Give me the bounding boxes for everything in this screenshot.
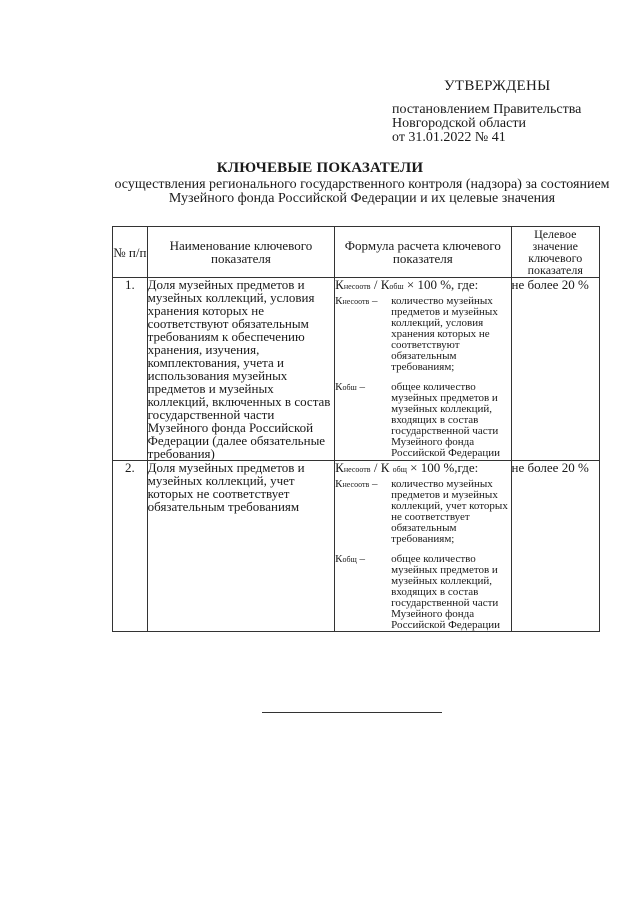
formula-definition xyxy=(335,382,510,459)
indicator-formula xyxy=(335,278,511,461)
indicators-table xyxy=(112,226,600,632)
formula-definition xyxy=(335,479,510,545)
definition-text: общее количество музейных предметов и музейных коллекций, входящих в состав государственной части Музейного фонда Российской Федерации xyxy=(391,553,501,631)
indicator-formula xyxy=(335,461,511,632)
header-formula: Формула расчета ключевого показателя xyxy=(335,227,511,278)
definition-text: общее количество музейных предметов и музейных коллекций, входящих в состав государственной части Музейного фонда Российской Федерации xyxy=(391,381,501,459)
formula-definition xyxy=(335,554,510,631)
definition-term: Кнесоотв – xyxy=(335,295,378,307)
formula-sep: / К xyxy=(370,460,393,475)
formula-k1: К xyxy=(335,277,344,292)
formula-k1-sub: несоотв xyxy=(343,282,371,291)
formula-k1-sub: несоотв xyxy=(343,465,371,474)
row-number: 1. xyxy=(113,278,148,461)
indicator-target: не более 20 % xyxy=(511,278,600,461)
approval-line-1: постановлением Правительства xyxy=(392,102,582,117)
formula-definition xyxy=(335,296,510,373)
formula-tail: × 100 %,где: xyxy=(406,460,479,475)
indicator-name: Доля музейных предметов и музейных коллекций, учет которых не соответствует обязательным требованиям xyxy=(147,461,335,632)
table-row xyxy=(113,278,600,461)
definition-text: количество музейных предметов и музейных коллекций, учет которых не соответствует обязательным требованиям; xyxy=(391,478,508,545)
document-title: КЛЮЧЕВЫЕ ПОКАЗАТЕЛИ xyxy=(216,160,424,176)
row-number: 2. xyxy=(113,461,148,632)
end-divider xyxy=(262,712,442,713)
definition-term: Кобщ – xyxy=(335,553,365,565)
formula-expression xyxy=(335,461,510,477)
header-name: Наименование ключевого показателя xyxy=(147,227,335,278)
formula-k1: К xyxy=(335,460,344,475)
header-target: Целевое значение ключевого показателя xyxy=(511,227,600,278)
approval-title: УТВЕРЖДЕНЫ xyxy=(444,78,551,94)
approval-block xyxy=(392,78,622,145)
indicator-target: не более 20 % xyxy=(511,461,600,632)
formula-sep: / К xyxy=(370,277,390,292)
document-subtitle: осуществления регионального государственного контроля (надзора) за состоянием Музейного фонда Российской Федерации и их целевые значения xyxy=(114,177,610,206)
table-row xyxy=(113,461,600,632)
approval-line-2: Новгородской области xyxy=(392,116,526,131)
formula-expression xyxy=(335,278,510,294)
formula-k2-sub: обш xyxy=(389,282,404,291)
table-header-row xyxy=(113,227,600,278)
header-no: № п/п xyxy=(113,227,148,278)
formula-tail: × 100 %, где: xyxy=(403,277,479,292)
definition-term: Кнесоотв – xyxy=(335,478,378,490)
definition-term: Кобш – xyxy=(335,381,365,393)
formula-k2-sub: общ xyxy=(392,465,407,474)
indicator-name: Доля музейных предметов и музейных коллекций, условия хранения которых не соответствуют обязательным требованиям к обеспечению хранения, изучения, комплектования, учета и использования музейных предметов и музейных коллекций, включенных в состав государственной части Музейного фонда Российской Федерации (далее обязательные требования) xyxy=(147,278,335,461)
approval-line-3: от 31.01.2022 № 41 xyxy=(392,130,506,145)
definition-text: количество музейных предметов и музейных коллекций, условия хранения которых не соответствуют обязательным требованиям; xyxy=(391,295,498,373)
